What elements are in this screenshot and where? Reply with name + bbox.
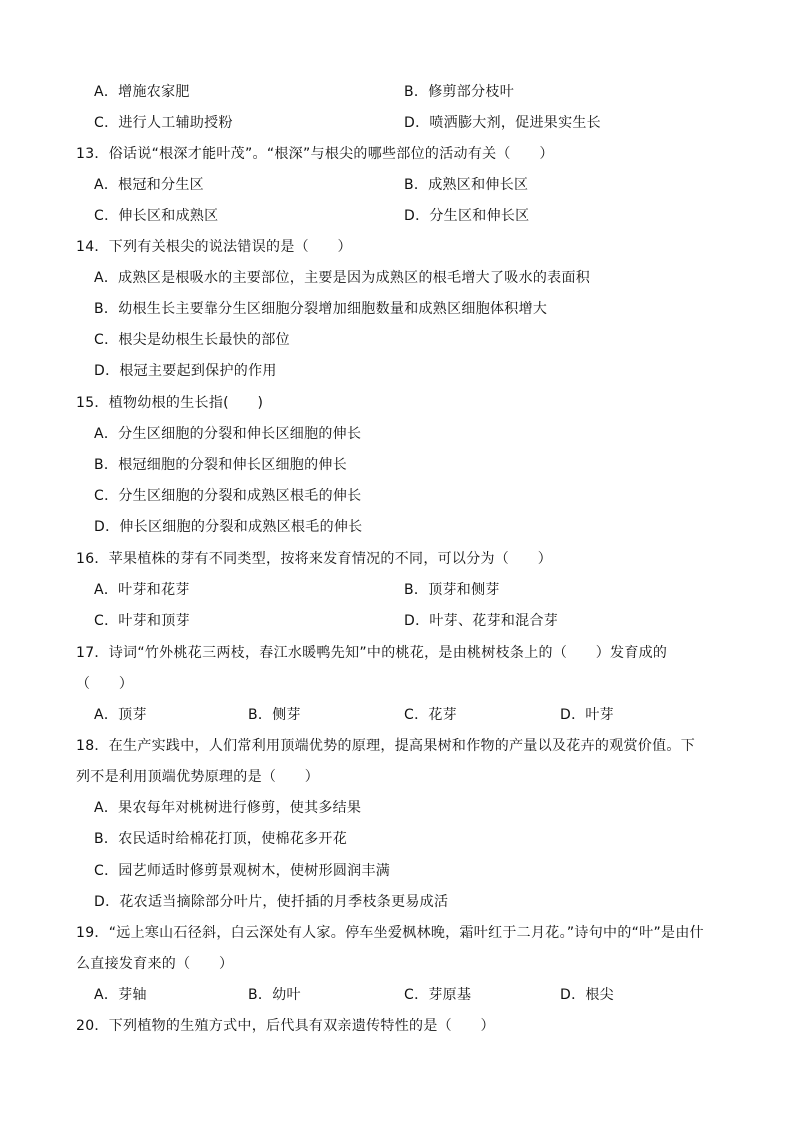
q13-option-a: A．根冠和分生区 (94, 177, 204, 193)
q19-option-d: D．根尖 (560, 987, 614, 1003)
q17-option-c: C．花芽 (404, 707, 457, 723)
q13-option-b: B．成熟区和伸长区 (404, 177, 529, 193)
q15-option-d: D．伸长区细胞的分裂和成熟区根毛的伸长 (94, 519, 363, 535)
q14-stem: 14．下列有关根尖的说法错误的是（ ） (76, 239, 352, 255)
q18-stem-continued: 列不是利用顶端优势原理的是（ ） (76, 769, 320, 785)
q12-option-a: A．增施农家肥 (94, 84, 190, 100)
q13-stem: 13．俗话说“根深才能叶茂”。“根深”与根尖的哪些部位的活动有关（ ） (76, 146, 554, 162)
q19-option-c: C．芽原基 (404, 987, 472, 1003)
q20-stem: 20．下列植物的生殖方式中，后代具有双亲遗传特性的是（ ） (76, 1018, 495, 1034)
q16-stem: 16．苹果植株的芽有不同类型，按将来发育情况的不同，可以分为（ ） (76, 551, 553, 567)
q17-option-a: A．顶芽 (94, 707, 147, 723)
q17-stem: 17．诗词“竹外桃花三两枝，春江水暖鸭先知”中的桃花，是由桃树枝条上的（ ）发育成的 (76, 645, 668, 661)
q17-option-b: B．侧芽 (248, 707, 301, 723)
q17-stem-continued: （ ） (76, 676, 134, 692)
q19-option-b: B．幼叶 (248, 987, 301, 1003)
q14-option-a: A．成熟区是根吸水的主要部位，主要是因为成熟区的根毛增大了吸水的表面积 (94, 270, 591, 286)
q18-option-d: D．花农适当摘除部分叶片，使扦插的月季枝条更易成活 (94, 894, 449, 910)
q19-stem-continued: 么直接发育来的（ ） (76, 956, 234, 972)
q15-stem: 15．植物幼根的生长指( ) (76, 395, 264, 411)
q12-option-b: B．修剪部分枝叶 (404, 84, 515, 100)
q15-option-b: B．根冠细胞的分裂和伸长区细胞的伸长 (94, 457, 348, 473)
q14-option-c: C．根尖是幼根生长最快的部位 (94, 332, 290, 348)
q18-stem: 18．在生产实践中，人们常利用顶端优势的原理，提高果树和作物的产量以及花卉的观赏价值。下 (76, 738, 696, 754)
q19-stem: 19．“远上寒山石径斜，白云深处有人家。停车坐爱枫林晚，霜叶红于二月花。”诗句中的“叶”是由什 (76, 925, 704, 941)
q15-option-c: C．分生区细胞的分裂和成熟区根毛的伸长 (94, 488, 362, 504)
q18-option-a: A．果农每年对桃树进行修剪，使其多结果 (94, 800, 362, 816)
q15-option-a: A．分生区细胞的分裂和伸长区细胞的伸长 (94, 426, 362, 442)
q14-option-d: D．根冠主要起到保护的作用 (94, 363, 277, 379)
q13-option-c: C．伸长区和成熟区 (94, 208, 219, 224)
q16-option-d: D．叶芽、花芽和混合芽 (404, 613, 559, 629)
q16-option-a: A．叶芽和花芽 (94, 582, 190, 598)
q16-option-c: C．叶芽和顶芽 (94, 613, 190, 629)
q12-option-d: D．喷洒膨大剂，促进果实生长 (404, 115, 601, 131)
q18-option-b: B．农民适时给棉花打顶，使棉花多开花 (94, 831, 348, 847)
q12-option-c: C．进行人工辅助授粉 (94, 115, 233, 131)
q14-option-b: B．幼根生长主要靠分生区细胞分裂增加细胞数量和成熟区细胞体积增大 (94, 301, 548, 317)
q17-option-d: D．叶芽 (560, 707, 614, 723)
q13-option-d: D．分生区和伸长区 (404, 208, 530, 224)
q16-option-b: B．顶芽和侧芽 (404, 582, 500, 598)
q18-option-c: C．园艺师适时修剪景观树木，使树形圆润丰满 (94, 863, 391, 879)
q19-option-a: A．芽轴 (94, 987, 147, 1003)
